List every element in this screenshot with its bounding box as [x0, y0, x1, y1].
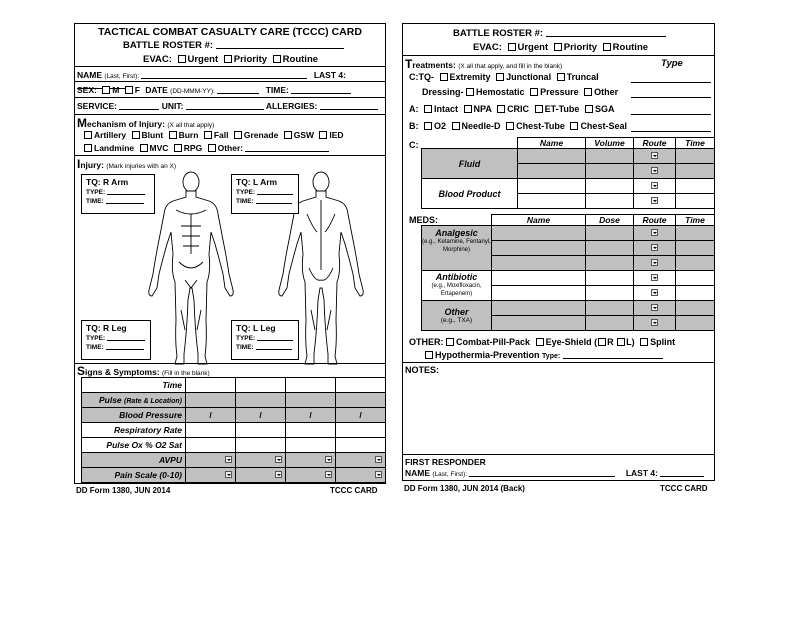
breathing-o2-checkbox[interactable] — [424, 122, 432, 130]
circulation-label: C: — [409, 140, 419, 150]
route-dropdown-icon[interactable] — [651, 289, 658, 296]
route-dropdown-icon[interactable] — [651, 167, 658, 174]
eye-shield-r-checkbox[interactable] — [598, 338, 606, 346]
airway-cric-checkbox[interactable] — [497, 105, 505, 113]
meds-time-header: Time — [676, 215, 715, 226]
vitals-cell[interactable] — [336, 378, 386, 393]
evac-urgent-checkbox[interactable] — [178, 55, 186, 63]
vitals-row-label: Time — [82, 378, 186, 393]
vitals-row — [82, 468, 386, 483]
fluid-row[interactable] — [422, 149, 715, 164]
dropdown-arrow-icon[interactable] — [275, 471, 282, 478]
vitals-cell[interactable] — [236, 423, 286, 438]
other-row: OTHER: Combat-Pill-Pack Eye-Shield ( R L) Splint — [409, 337, 676, 347]
vitals-cell[interactable] — [236, 438, 286, 453]
vitals-cell[interactable] — [186, 468, 236, 483]
moi-row-2: Landmine MVC RPG Other: — [81, 143, 329, 153]
splint-checkbox[interactable] — [640, 338, 648, 346]
breathing-row: B: O2 Needle-D Chest-Tube Chest-Seal — [409, 121, 627, 131]
antibiotic-label: Antibiotic (e.g., Moxifloxacin, Ertapenem) — [422, 271, 492, 301]
unit-field[interactable] — [186, 109, 264, 110]
notes-area[interactable] — [403, 376, 714, 454]
airway-type-line — [631, 114, 711, 115]
sex-f-checkbox[interactable] — [125, 86, 133, 94]
route-dropdown-icon[interactable] — [651, 152, 658, 159]
front-card — [74, 23, 386, 495]
vitals-cell[interactable] — [186, 393, 236, 408]
vitals-cell[interactable] — [236, 453, 286, 468]
vitals-cell[interactable] — [286, 393, 336, 408]
front-footer-left: DD Form 1380, JUN 2014 — [76, 486, 171, 495]
front-title: TACTICAL COMBAT CASUALTY CARE (TCCC) CARD — [98, 26, 362, 38]
front-evac-row: EVAC: Urgent Priority Routine — [143, 54, 319, 65]
back-evac-urgent-checkbox[interactable] — [508, 43, 516, 51]
route-dropdown-icon[interactable] — [651, 304, 658, 311]
back-battle-roster-field[interactable] — [546, 36, 666, 37]
dressing-other-checkbox[interactable] — [584, 88, 592, 96]
moi-other-checkbox[interactable] — [208, 144, 216, 152]
back-footer-right: TCCC CARD — [660, 484, 708, 493]
front-footer-right: TCCC CARD — [330, 486, 378, 495]
moi-burn-checkbox[interactable] — [169, 131, 177, 139]
route-dropdown-icon[interactable] — [651, 197, 658, 204]
route-dropdown-icon[interactable] — [651, 182, 658, 189]
vitals-cell[interactable] — [286, 453, 336, 468]
back-card — [402, 23, 715, 493]
fluid-table — [421, 137, 715, 209]
other-med-label: Other (e.g., TXA) — [422, 301, 492, 331]
moi-fall-checkbox[interactable] — [204, 131, 212, 139]
moi-row-1: Artillery Blunt Burn Fall Grenade GSW IED — [81, 130, 344, 140]
c-tq-row: C:TQ- Extremity Junctional Truncal — [409, 72, 599, 82]
vitals-cell[interactable] — [286, 438, 336, 453]
back-battle-roster: BATTLE ROSTER #: — [453, 28, 666, 39]
meds-name-header: Name — [492, 215, 586, 226]
evac-priority-checkbox[interactable] — [224, 55, 232, 63]
hypothermia-row: Hypothermia-Prevention Type: — [425, 350, 663, 360]
meds-table — [421, 214, 715, 331]
vitals-cell[interactable] — [286, 378, 336, 393]
c-tq-type-line — [631, 82, 711, 83]
tq-l-leg-box[interactable]: TQ: L Leg TYPE: TIME: — [231, 320, 299, 360]
vitals-row — [82, 408, 386, 423]
blood-label: Blood Product — [422, 179, 518, 209]
antibiotic-row[interactable] — [422, 271, 715, 286]
tq-r-arm-box[interactable]: TQ: R Arm TYPE: TIME: — [81, 174, 155, 214]
vitals-row-label: Pulse Ox % O2 Sat — [82, 438, 186, 453]
other-med-row[interactable] — [422, 301, 715, 316]
airway-intact-checkbox[interactable] — [424, 105, 432, 113]
back-evac-routine-checkbox[interactable] — [603, 43, 611, 51]
hypothermia-type-field[interactable] — [563, 358, 663, 359]
notes-label: NOTES: — [405, 365, 440, 375]
vitals-cell[interactable]: / — [286, 408, 336, 423]
vitals-table — [81, 377, 386, 483]
moi-mvc-checkbox[interactable] — [140, 144, 148, 152]
moi-other-field[interactable] — [245, 151, 329, 152]
meds-dose-header: Dose — [586, 215, 634, 226]
back-evac-row: EVAC: Urgent Priority Routine — [473, 42, 649, 53]
vitals-row-label: Blood Pressure — [82, 408, 186, 423]
fluid-route-header: Route — [634, 138, 676, 149]
eye-shield-checkbox[interactable] — [536, 338, 544, 346]
dressing-pressure-checkbox[interactable] — [530, 88, 538, 96]
date-field[interactable] — [217, 93, 259, 94]
front-body-figure — [149, 172, 233, 364]
dropdown-arrow-icon[interactable] — [225, 471, 232, 478]
dressing-type-line — [631, 97, 711, 98]
vitals-cell[interactable] — [336, 393, 386, 408]
vitals-cell[interactable] — [236, 468, 286, 483]
vitals-row-label: Pulse (Rate & Location) — [82, 393, 186, 408]
vitals-cell[interactable]: / — [236, 408, 286, 423]
moi-rpg-checkbox[interactable] — [174, 144, 182, 152]
hypothermia-checkbox[interactable] — [425, 351, 433, 359]
analgesic-label: Analgesic (e.g., Ketamine, Fentanyl, Morphine) — [422, 226, 492, 271]
back-evac-priority-checkbox[interactable] — [554, 43, 562, 51]
moi-ied-checkbox[interactable] — [319, 131, 327, 139]
airway-row: A: Intact NPA CRIC ET-Tube SGA — [409, 104, 615, 114]
moi-artillery-checkbox[interactable] — [84, 131, 92, 139]
vitals-row-label: Respiratory Rate — [82, 423, 186, 438]
dropdown-arrow-icon[interactable] — [325, 456, 332, 463]
eye-shield-l-checkbox[interactable] — [617, 338, 625, 346]
fluid-name-header: Name — [518, 138, 586, 149]
vitals-cell[interactable]: / — [186, 408, 236, 423]
ss-heading: Signs & Symptoms: (Fill in the blank) — [77, 364, 210, 378]
sex-date-row: SEX: M F DATE (DD-MMM-YY): TIME: — [77, 85, 351, 95]
vitals-cell[interactable] — [336, 438, 386, 453]
vitals-row — [82, 393, 386, 408]
vitals-cell[interactable] — [286, 468, 336, 483]
vitals-cell[interactable] — [186, 378, 236, 393]
airway-et-tube-checkbox[interactable] — [535, 105, 543, 113]
tq-extremity-checkbox[interactable] — [440, 73, 448, 81]
moi-grenade-checkbox[interactable] — [234, 131, 242, 139]
name-row: NAME (Last, First): LAST 4: — [77, 70, 385, 90]
airway-sga-checkbox[interactable] — [585, 105, 593, 113]
dropdown-arrow-icon[interactable] — [375, 456, 382, 463]
vitals-cell[interactable] — [236, 378, 286, 393]
vitals-cell[interactable] — [336, 423, 386, 438]
dressing-hemostatic-checkbox[interactable] — [466, 88, 474, 96]
fr-name-field[interactable] — [469, 476, 615, 477]
vitals-cell[interactable] — [286, 423, 336, 438]
breathing-chest-seal-checkbox[interactable] — [570, 122, 578, 130]
evac-routine-checkbox[interactable] — [273, 55, 281, 63]
vitals-cell[interactable]: / — [336, 408, 386, 423]
time-field[interactable] — [291, 93, 351, 94]
treatments-heading: Treatments: (X all that apply, and fill in the blank) — [405, 57, 563, 71]
back-footer-left: DD Form 1380, JUN 2014 (Back) — [404, 484, 525, 493]
route-dropdown-icon[interactable] — [651, 274, 658, 281]
dropdown-arrow-icon[interactable] — [325, 471, 332, 478]
airway-npa-checkbox[interactable] — [464, 105, 472, 113]
breathing-type-line — [631, 131, 711, 132]
service-field[interactable] — [119, 109, 159, 110]
fr-last4-field[interactable] — [660, 476, 704, 477]
route-dropdown-icon[interactable] — [651, 244, 658, 251]
tq-truncal-checkbox[interactable] — [557, 73, 565, 81]
service-row: SERVICE: UNIT: ALLERGIES: — [77, 101, 378, 111]
sex-m-checkbox[interactable] — [102, 86, 110, 94]
fluid-label: Fluid — [422, 149, 518, 179]
dropdown-arrow-icon[interactable] — [375, 471, 382, 478]
vitals-cell[interactable] — [186, 453, 236, 468]
route-dropdown-icon[interactable] — [651, 259, 658, 266]
vitals-cell[interactable] — [236, 393, 286, 408]
injury-heading: Injury: (Mark injuries with an X) — [77, 157, 177, 171]
vitals-cell[interactable] — [186, 438, 236, 453]
dressing-row: Dressing- Hemostatic Pressure Other — [422, 87, 619, 97]
moi-gsw-checkbox[interactable] — [284, 131, 292, 139]
dropdown-arrow-icon[interactable] — [275, 456, 282, 463]
route-dropdown-icon[interactable] — [651, 319, 658, 326]
moi-blunt-checkbox[interactable] — [132, 131, 140, 139]
vitals-row — [82, 453, 386, 468]
blood-row[interactable] — [422, 179, 715, 194]
battle-roster-field[interactable] — [216, 48, 344, 49]
analgesic-row[interactable] — [422, 226, 715, 241]
breathing-needle-d-checkbox[interactable] — [452, 122, 460, 130]
meds-label: MEDS: — [409, 215, 438, 225]
fluid-volume-header: Volume — [586, 138, 634, 149]
meds-route-header: Route — [634, 215, 676, 226]
fluid-time-header: Time — [676, 138, 715, 149]
first-responder-row: NAME (Last, First): LAST 4: — [405, 468, 704, 478]
tq-r-leg-box[interactable]: TQ: R Leg TYPE: TIME: — [81, 320, 151, 360]
first-responder-heading: FIRST RESPONDER — [405, 457, 486, 467]
vitals-row-label: Pain Scale (0-10) — [82, 468, 186, 483]
moi-landmine-checkbox[interactable] — [84, 144, 92, 152]
vitals-row — [82, 423, 386, 438]
type-header: Type — [661, 58, 683, 69]
allergies-field[interactable] — [320, 109, 378, 110]
tq-l-arm-box[interactable]: TQ: L Arm TYPE: TIME: — [231, 174, 299, 214]
vitals-row-label: AVPU — [82, 453, 186, 468]
name-field[interactable] — [141, 78, 307, 79]
breathing-chest-tube-checkbox[interactable] — [506, 122, 514, 130]
tq-junctional-checkbox[interactable] — [496, 73, 504, 81]
front-battle-roster: BATTLE ROSTER #: — [123, 40, 344, 51]
vitals-cell[interactable] — [186, 423, 236, 438]
vitals-cell[interactable] — [336, 468, 386, 483]
vitals-row — [82, 438, 386, 453]
combat-pill-pack-checkbox[interactable] — [446, 338, 454, 346]
dropdown-arrow-icon[interactable] — [225, 456, 232, 463]
moi-heading: Mechanism of Injury: (X all that apply) — [77, 116, 215, 130]
vitals-row — [82, 378, 386, 393]
vitals-cell[interactable] — [336, 453, 386, 468]
route-dropdown-icon[interactable] — [651, 229, 658, 236]
